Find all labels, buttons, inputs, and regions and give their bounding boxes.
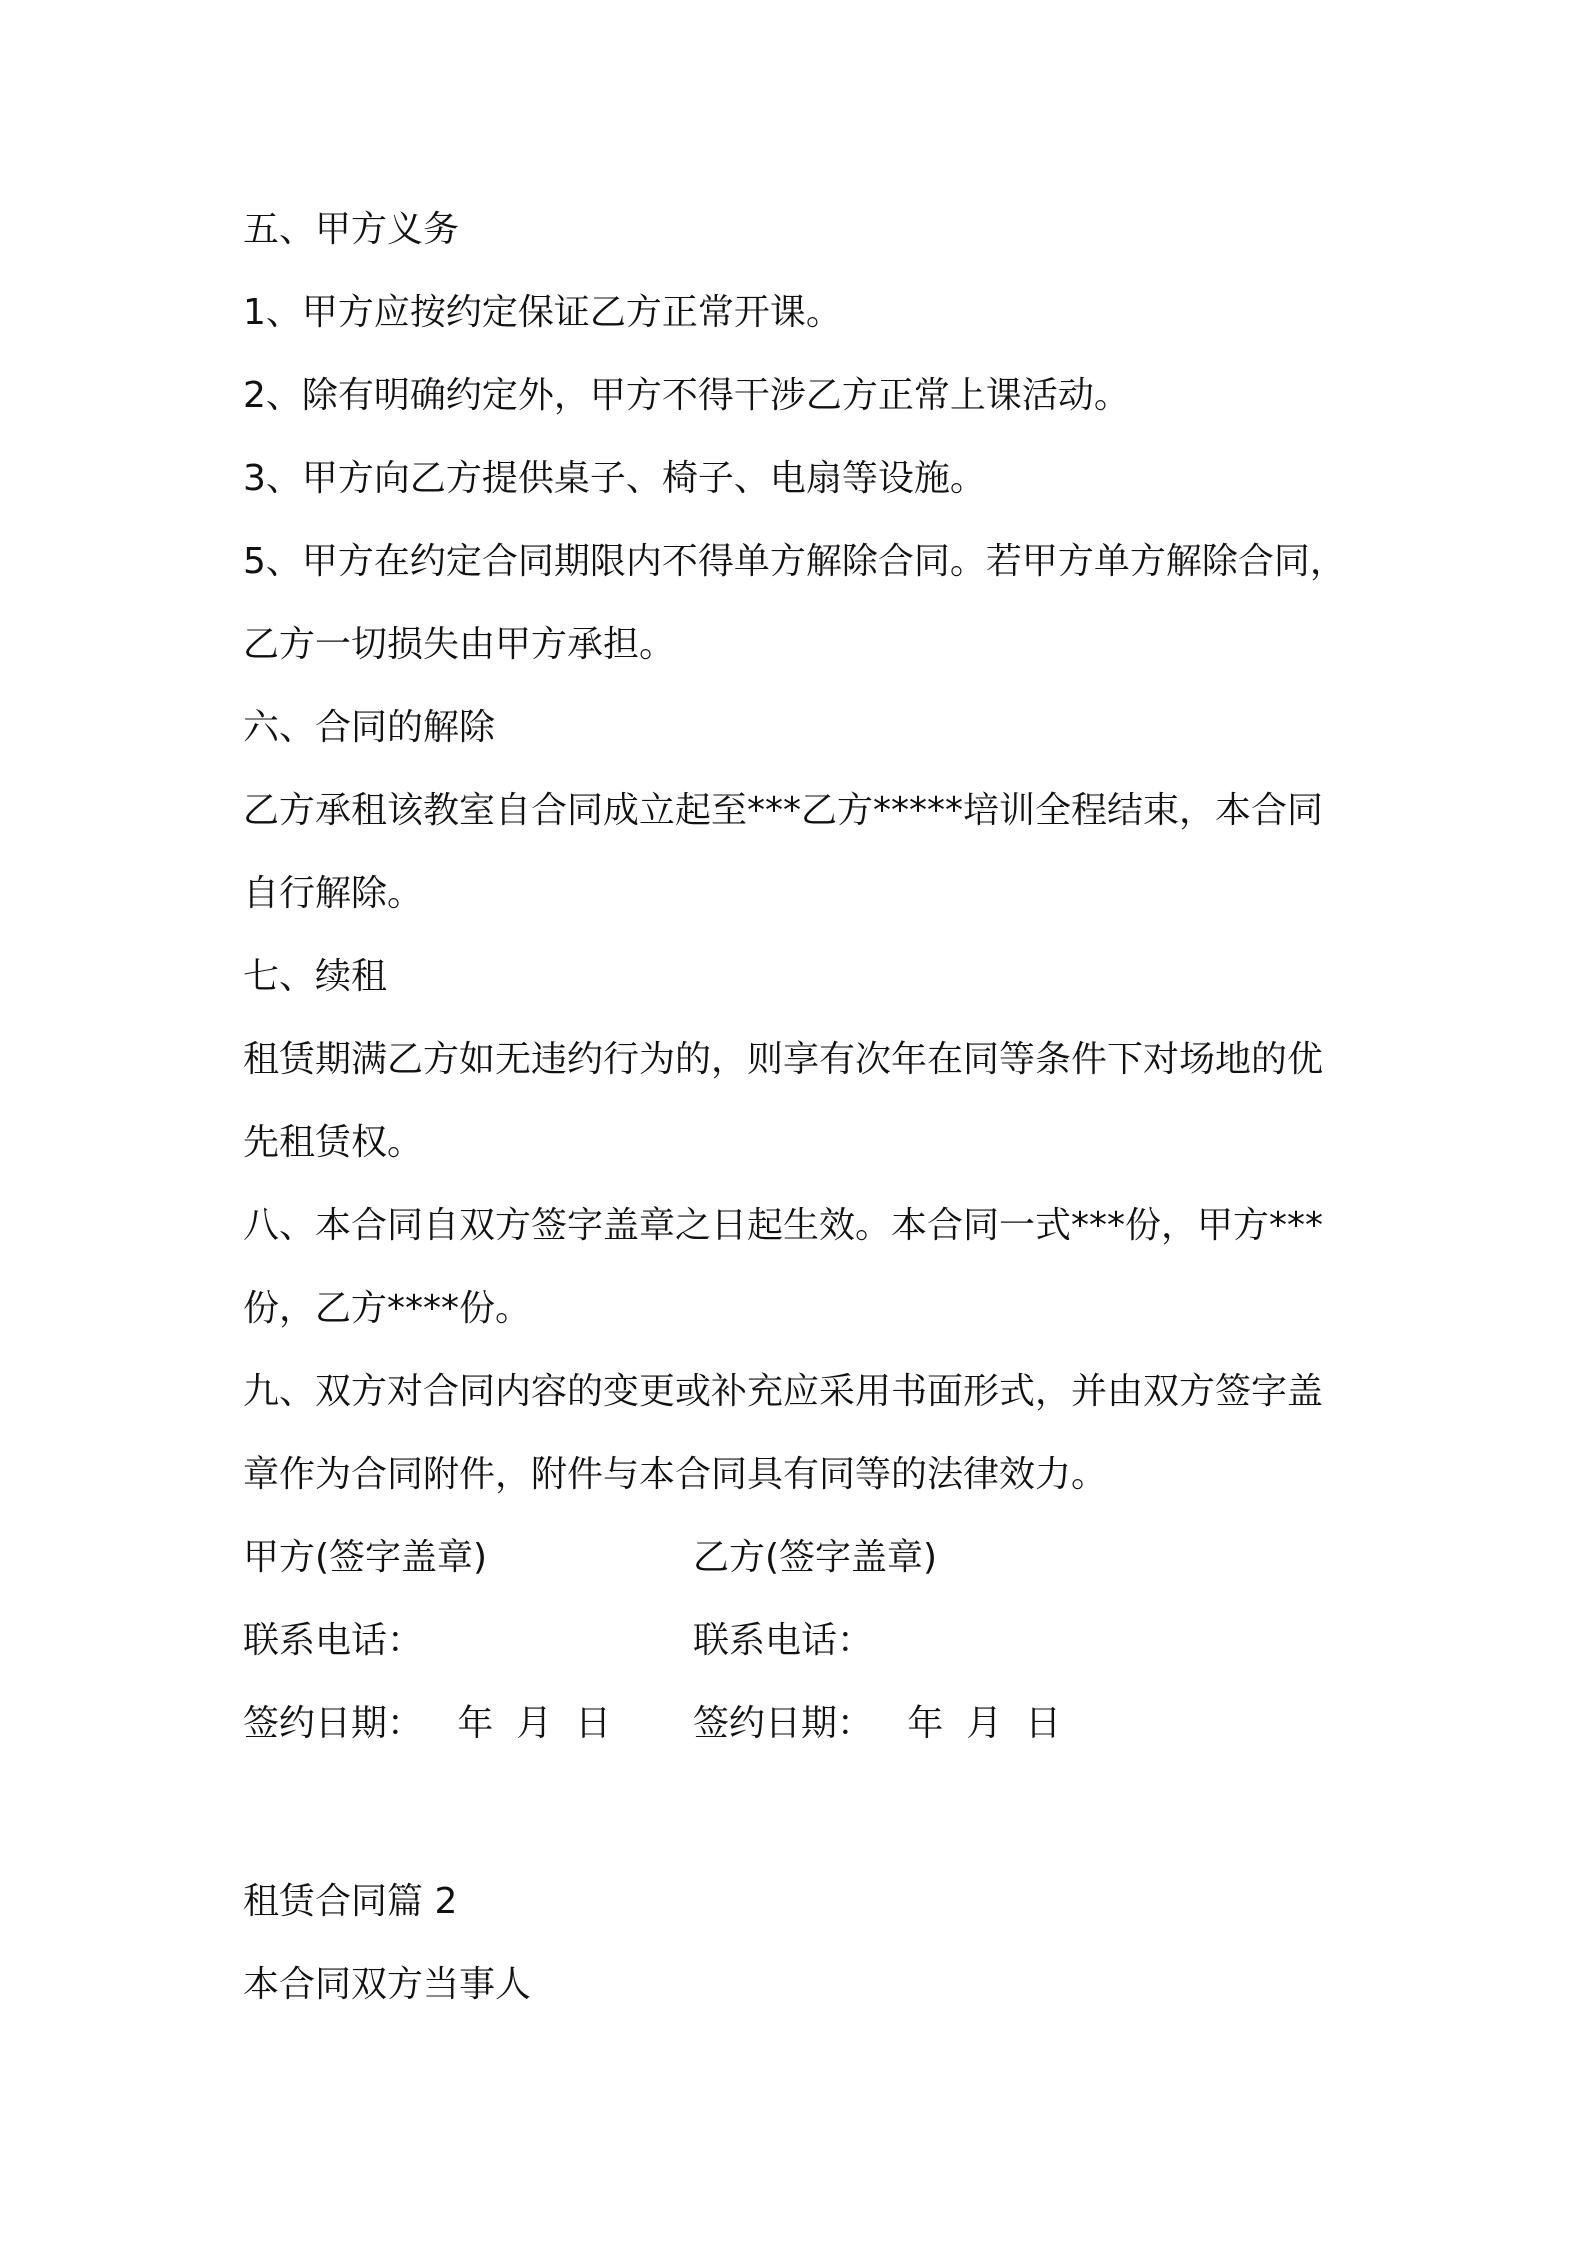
section-2-title: 租赁合同篇 2 <box>243 1881 458 1922</box>
party-a-phone-label: 联系电话： <box>243 1620 424 1661</box>
clause-text: 乙方承租该教室自合同成立起至***乙方*****培训全程结束，本合同 <box>243 790 1324 831</box>
clause-text: 章作为合同附件，附件与本合同具有同等的法律效力。 <box>243 1454 1108 1495</box>
party-b-date-label: 签约日期： 年 月 日 <box>693 1703 1062 1744</box>
section-2-intro: 本合同双方当事人 <box>243 1964 532 2005</box>
section-heading-5: 五、甲方义务 <box>243 209 460 250</box>
clause-text: 租赁期满乙方如无违约行为的，则享有次年在同等条件下对场地的优 <box>243 1039 1324 1080</box>
clause-text: 乙方一切损失由甲方承担。 <box>243 624 676 665</box>
signature-row-parties <box>243 1536 1383 1580</box>
clause-text: 3、甲方向乙方提供桌子、椅子、电扇等设施。 <box>243 458 986 499</box>
clause-text: 八、本合同自双方签字盖章之日起生效。本合同一式***份，甲方*** <box>243 1205 1324 1246</box>
party-a-signature-label: 甲方(签字盖章) <box>243 1537 488 1578</box>
clause-text: 九、双方对合同内容的变更或补充应采用书面形式，并由双方签字盖 <box>243 1371 1324 1412</box>
party-b-signature-label: 乙方(签字盖章) <box>693 1537 938 1578</box>
signature-row-phone <box>243 1619 1383 1663</box>
signature-row-date <box>243 1702 1383 1746</box>
party-a-date-label: 签约日期： 年 月 日 <box>243 1703 612 1744</box>
party-b-phone-label: 联系电话： <box>693 1620 874 1661</box>
clause-text: 1、甲方应按约定保证乙方正常开课。 <box>243 292 842 333</box>
clause-text: 5、甲方在约定合同期限内不得单方解除合同。若甲方单方解除合同， <box>243 541 1346 582</box>
clause-text: 先租赁权。 <box>243 1122 424 1163</box>
clause-text: 份，乙方****份。 <box>243 1288 532 1329</box>
section-heading-6: 六、合同的解除 <box>243 707 496 748</box>
section-heading-7: 七、续租 <box>243 956 388 997</box>
clause-text: 2、除有明确约定外，甲方不得干涉乙方正常上课活动。 <box>243 375 1130 416</box>
clause-text: 自行解除。 <box>243 873 424 914</box>
